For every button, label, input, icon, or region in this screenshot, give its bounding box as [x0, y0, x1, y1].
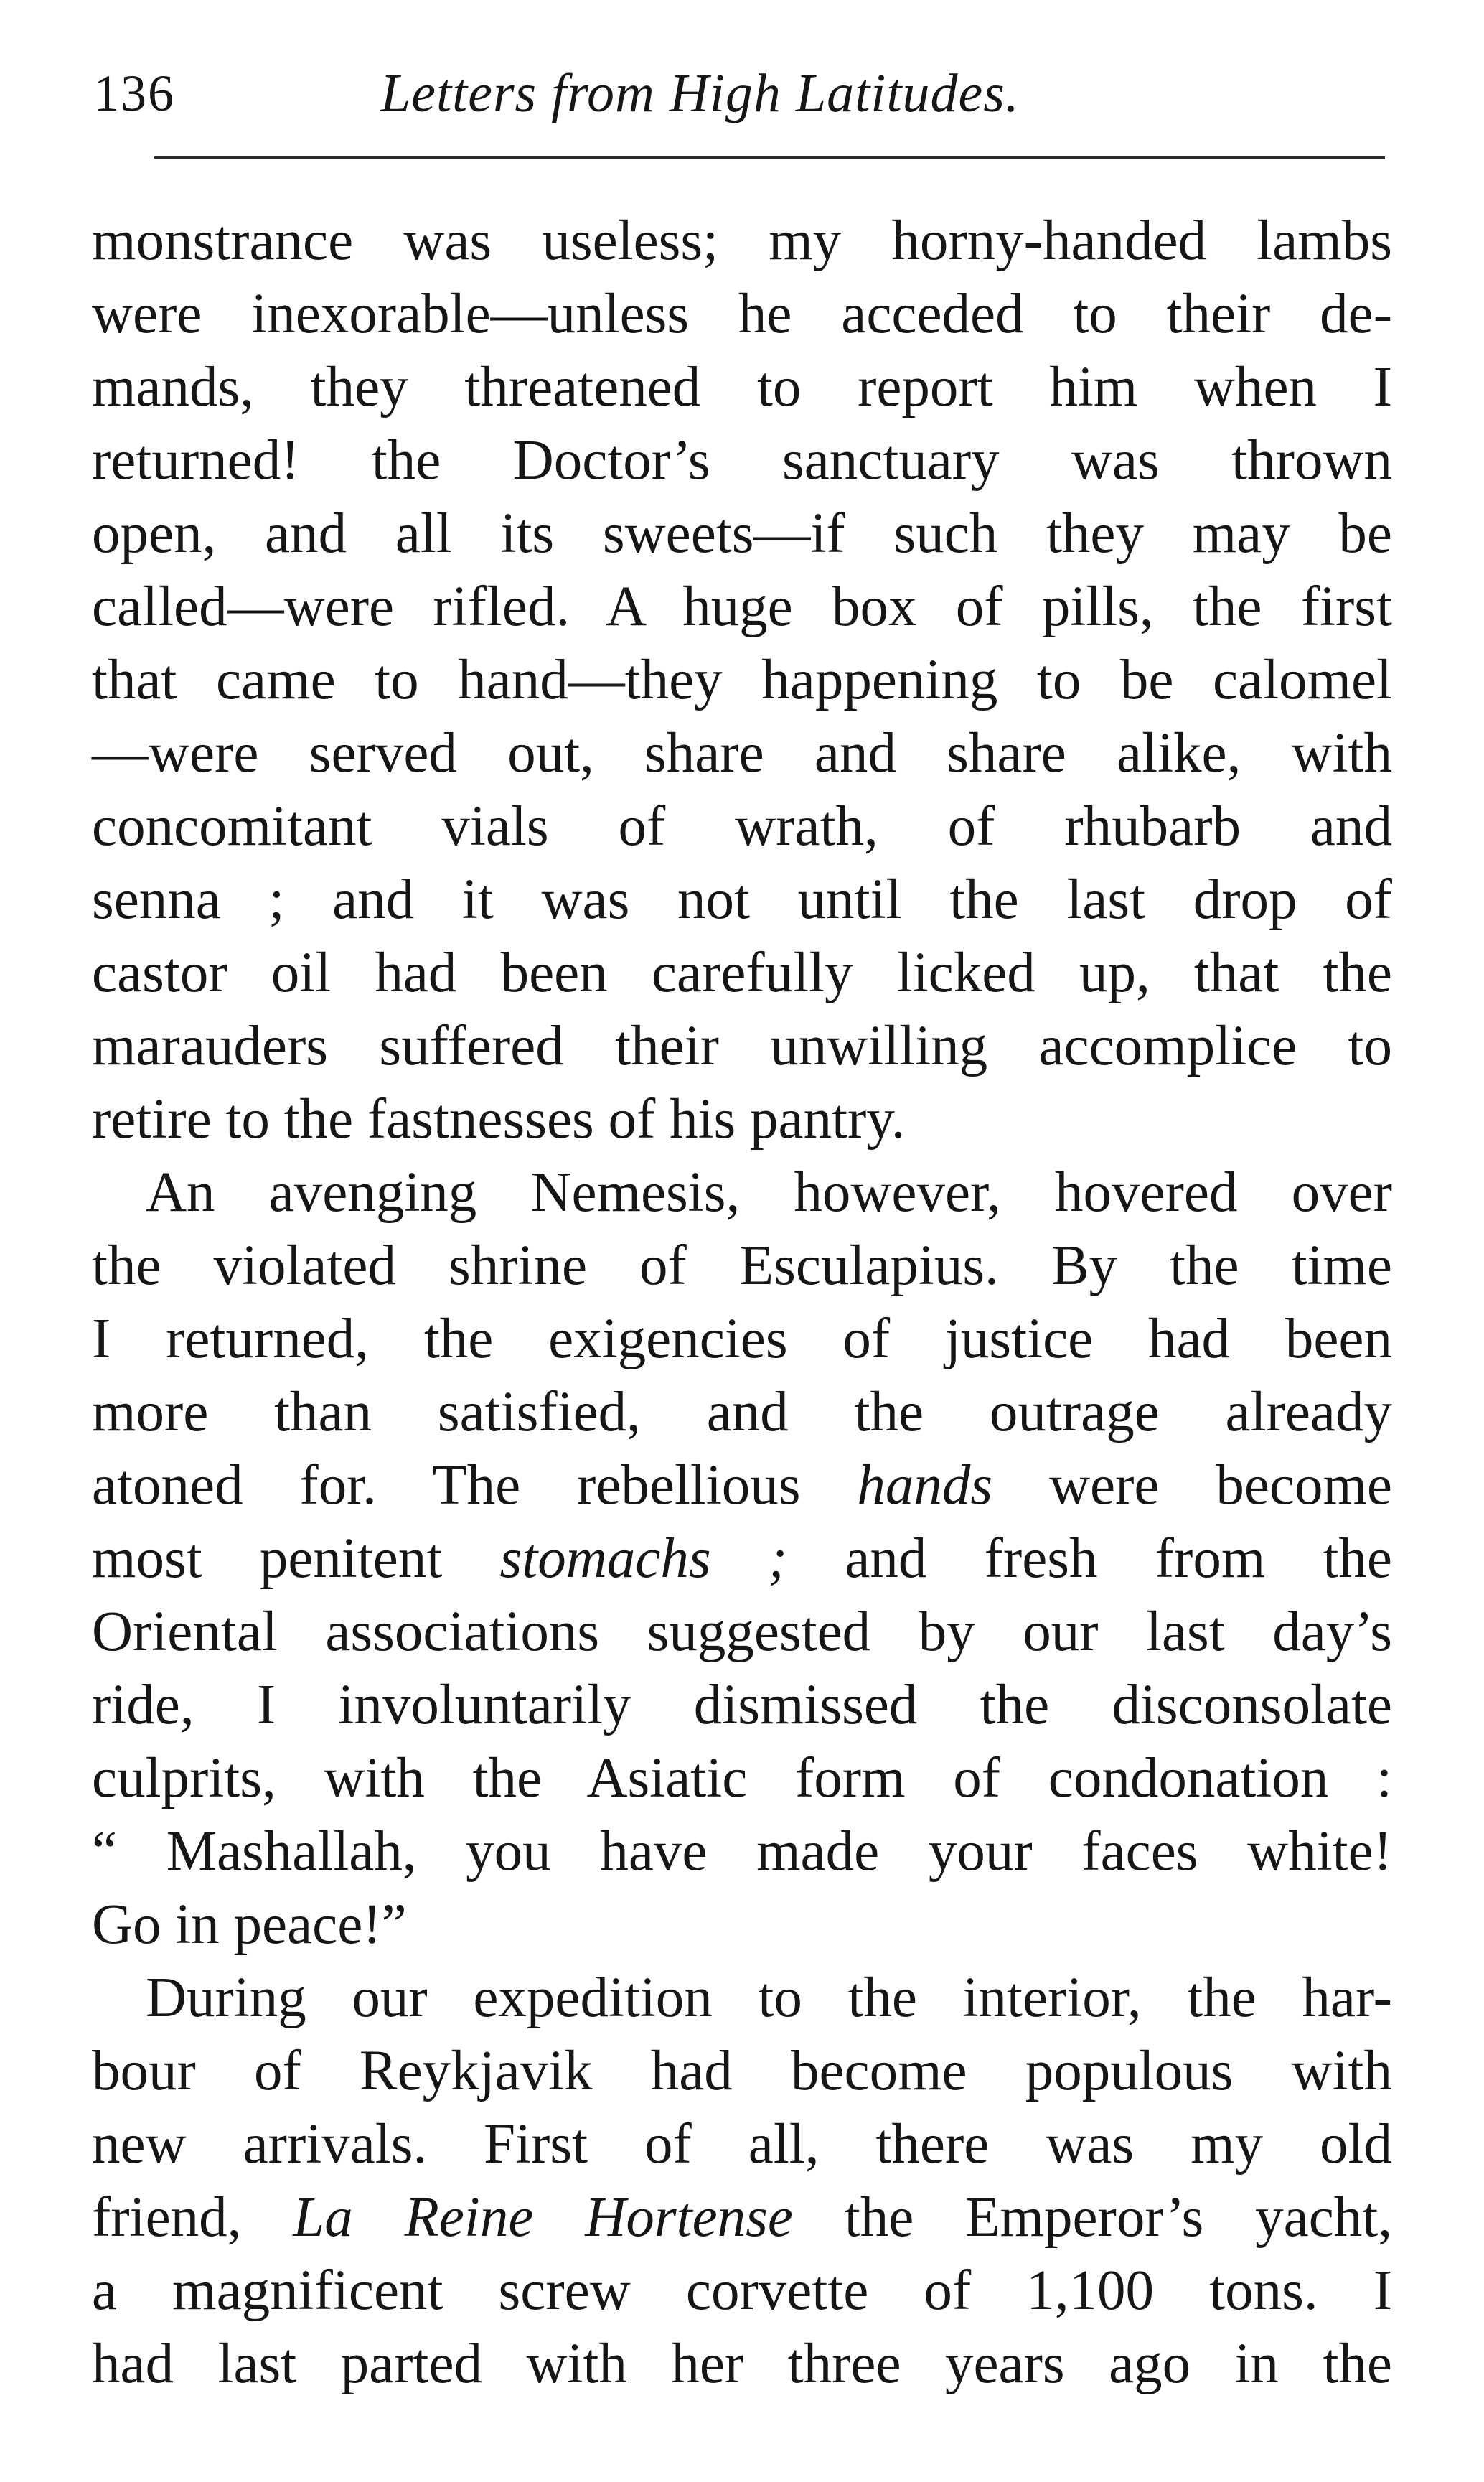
text-segment: the Emperor’s yacht, — [792, 2186, 1392, 2249]
body-text — [92, 205, 1392, 2401]
text-line: Oriental associations suggested by our last day’s — [92, 1601, 1392, 1663]
text-line: the violated shrine of Esculapius. By the time — [92, 1235, 1392, 1297]
text-segment: friend, — [92, 2186, 293, 2249]
paragraph-end-line: Go in peace!” — [92, 1893, 407, 1956]
paragraph-start-line: During our expedition to the interior, the har- — [146, 1967, 1392, 2029]
italic-ship-name: La Reine Hortense — [293, 2186, 793, 2249]
page-number: 136 — [93, 65, 175, 122]
text-line: —were served out, share and share alike, with — [92, 722, 1392, 785]
text-line: marauders suffered their unwilling accomplice to — [92, 1015, 1392, 1077]
text-line: concomitant vials of wrath, of rhubarb and — [92, 795, 1392, 858]
italic-word-stomachs: stomachs ; — [499, 1527, 788, 1590]
text-line: called—were rifled. A huge box of pills, the first — [92, 576, 1392, 638]
text-line: mands, they threatened to report him when I — [92, 356, 1392, 418]
text-segment: were become — [992, 1454, 1392, 1517]
text-line: had last parted with her three years ago in the — [92, 2333, 1392, 2395]
paragraph-start-line: An avenging Nemesis, however, hovered over — [146, 1161, 1392, 1224]
text-line: that came to hand—they happening to be calomel — [92, 649, 1392, 711]
text-line: castor oil had been carefully licked up, that the — [92, 942, 1392, 1004]
text-line-with-italic — [92, 2181, 1392, 2254]
text-line: I returned, the exigencies of justice had been — [92, 1308, 1392, 1370]
text-line: senna ; and it was not until the last drop of — [92, 868, 1392, 931]
running-head — [93, 50, 1392, 136]
header-rule — [154, 156, 1385, 159]
text-line: new arrivals. First of all, there was my old — [92, 2113, 1392, 2176]
text-line-with-italic — [92, 1449, 1392, 1522]
text-line: a magnificent screw corvette of 1,100 tons. I — [92, 2259, 1392, 2322]
text-line: ride, I involuntarily dismissed the disconsolate — [92, 1674, 1392, 1736]
text-line-with-italic — [92, 1522, 1392, 1596]
running-title: Letters from High Latitudes. — [380, 63, 1020, 123]
text-line: “ Mashallah, you have made your faces white! — [92, 1820, 1392, 1883]
text-line: monstrance was useless; my horny-handed lambs — [92, 210, 1392, 272]
text-line: bour of Reykjavik had become populous with — [92, 2040, 1392, 2102]
text-line: returned! the Doctor’s sanctuary was thrown — [92, 429, 1392, 492]
paragraph-end-line: retire to the fastnesses of his pantry. — [92, 1088, 906, 1151]
text-segment: atoned for. The rebellious — [92, 1454, 858, 1517]
text-line: more than satisfied, and the outrage already — [92, 1381, 1392, 1443]
text-line: open, and all its sweets—if such they may be — [92, 502, 1392, 565]
text-line: were inexorable—unless he acceded to their de- — [92, 283, 1392, 345]
text-line: culprits, with the Asiatic form of condonation : — [92, 1747, 1392, 1809]
text-segment: and fresh from the — [787, 1527, 1392, 1590]
italic-word-hands: hands — [857, 1454, 993, 1517]
text-segment: most penitent — [92, 1527, 500, 1590]
